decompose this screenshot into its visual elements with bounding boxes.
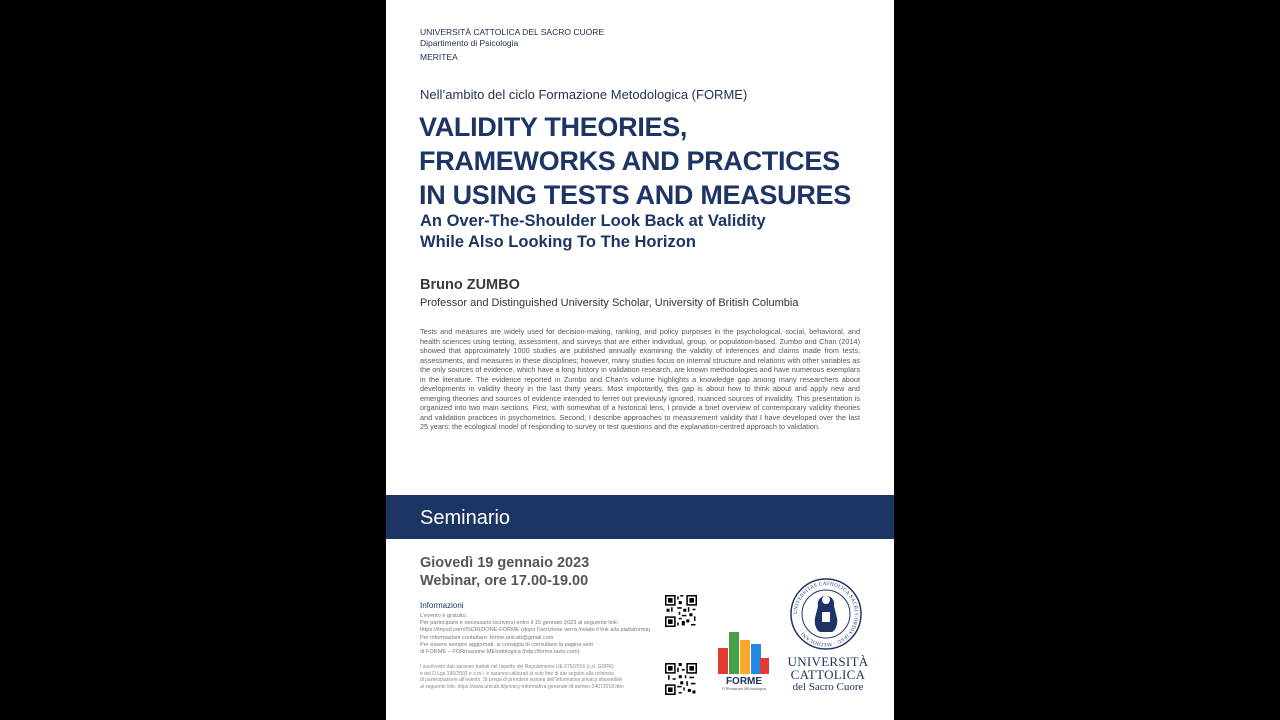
seal-inscription: UNIVERSITAS CATHOLICA SACRI CORDIS IESU · MEDIOLANI · xyxy=(792,580,860,648)
forme-bar xyxy=(718,648,728,674)
event-poster xyxy=(386,0,894,720)
title-line: FRAMEWORKS AND PRACTICES xyxy=(419,146,840,176)
forme-logo xyxy=(716,630,772,692)
event-date: Giovedì 19 gennaio 2023 xyxy=(420,555,590,571)
seminar-band xyxy=(386,495,894,539)
info-line: Per informazioni contattare: forme.unicatt@gmail.com xyxy=(420,634,554,641)
privacy-line: I suoi/vostri dati saranno trattati nel rispetto del Regolamento UE 679/2016 (c.d. GDPR) xyxy=(420,664,614,670)
speaker-name: Bruno ZUMBO xyxy=(420,277,520,293)
forme-bar xyxy=(760,658,769,674)
website-qr-code[interactable] xyxy=(665,663,697,695)
title-line: VALIDITY THEORIES, xyxy=(419,112,688,142)
privacy-text xyxy=(420,664,700,690)
university-wordmark xyxy=(780,655,876,694)
registration-qr-code[interactable] xyxy=(665,595,697,627)
info-line: L’evento è gratuito. xyxy=(420,613,468,619)
info-text xyxy=(420,613,700,656)
event-datetime xyxy=(420,554,589,590)
unit-name: MERITEA xyxy=(420,52,458,62)
poster-title xyxy=(419,110,889,212)
forme-bar xyxy=(751,644,761,674)
info-line: https://tinyurl.com/ISCRIZIONE-FORME (dopo l’iscrizione verrà inviato il link alla piattaforma) xyxy=(420,627,651,634)
forme-tagline: FORmazione MEtodologica xyxy=(722,687,766,691)
privacy-line: di partecipazione all’evento. Si prega di prendere visione dell’informativa privacy disponibile xyxy=(420,677,623,684)
forme-wordmark: FORME xyxy=(725,676,763,687)
wordmark-line: UNIVERSITÀ xyxy=(787,654,869,669)
abstract-text: Tests and measures are widely used for decision-making, ranking, and policy purposes in the psychological, social, behavioral, and health sciences using testing, assessment, and surveys that are either individual, group, or population-based. Zumbo and Chan (2014) showed that approximately 1000 studies are published annually examining the validity of inferences and claims made from tests, assessments, and measures in these disciplines; however, many studies focus on internal structure and relations with other variables as the only sources of evidence, which have a long history in validation research, are known methodologies and have numerous exemplars in the literature. The evidence reported in Zumbo and Chan’s volume highlights a knowledge gap among many researchers about developments in validity theory in the last thirty years. Most importantly, this gap is about how to think about and apply new and emerging theories and sources of evidence intended to ferret out previously ignored, nuanced sources of invalidity. This presentation is organized into two main sections. First, with somewhat of a historical lens, I provide a brief overview of contemporary validity theories and validation practices in psychometrics. Second, I describe approaches to measurement validity that I have developed over the last 25 years: the ecological model of responding to survey or test questions and the explanation-centred approach to validation. xyxy=(420,327,860,431)
info-heading: Informazioni xyxy=(420,601,464,610)
poster-subtitle xyxy=(420,211,880,253)
info-line: Per partecipare è necessario iscriversi entro il 15 gennaio 2023 al seguente link: xyxy=(420,620,619,627)
privacy-line: al seguente link: https://www.unicatt.it/privacy-informativa-generale-di-ateneo-24072018.htm xyxy=(420,683,624,690)
privacy-line: e del D.Lgs 196/2003 e s.m.i. e saranno utilizzati al solo fine di dar seguito alla richiesta xyxy=(420,670,614,677)
seminar-label: Seminario xyxy=(420,507,511,529)
university-seal-logo xyxy=(790,578,862,650)
speaker-affiliation: Professor and Distinguished University Scholar, University of British Columbia xyxy=(420,297,799,309)
subtitle-line: While Also Looking To The Horizon xyxy=(420,233,696,251)
event-time: Webinar, ore 17.00-19.00 xyxy=(420,573,589,589)
title-line: IN USING TESTS AND MEASURES xyxy=(419,180,851,210)
wordmark-line: del Sacro Cuore xyxy=(792,681,864,693)
forme-bar xyxy=(729,632,739,674)
wordmark-line: CATTOLICA xyxy=(790,667,866,682)
department-name: Dipartimento di Psicologia xyxy=(420,38,519,48)
info-line: di FORME – FORmazione MEtodologica (http://forme.lazio.com). xyxy=(420,649,582,656)
info-line: Per essere sempre aggiornati, si consiglia di consultare la pagina web xyxy=(420,641,594,648)
subtitle-line: An Over-The-Shoulder Look Back at Validity xyxy=(420,212,766,230)
forme-bar xyxy=(740,640,750,674)
series-kicker: Nell’ambito del ciclo Formazione Metodologica (FORME) xyxy=(420,87,748,102)
university-name: UNIVERSITÀ CATTOLICA DEL SACRO CUORE xyxy=(420,27,605,37)
